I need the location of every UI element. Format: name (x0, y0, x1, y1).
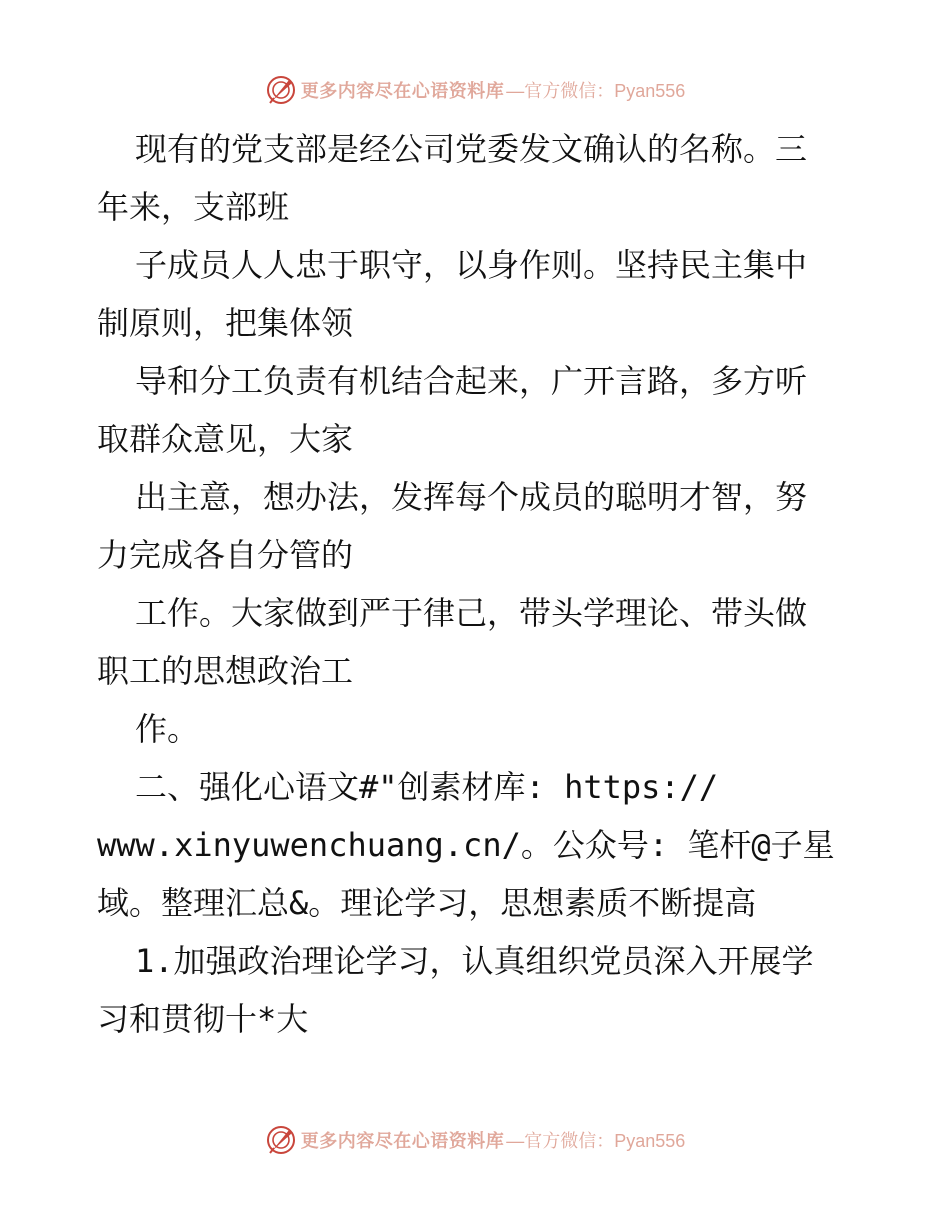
text-line: www.xinyuwenchuang.cn/。公众号: 笔杆@子星 (97, 826, 835, 864)
watermark-right-text: —官方微信：Pyan556 (506, 81, 686, 101)
header-watermark (0, 70, 950, 110)
text-line: 导和分工负责有机结合起来，广开言路，多方听 (135, 362, 808, 400)
text-line: 子成员人人忠于职守，以身作则。坚持民主集中 (135, 246, 808, 284)
text-line: 现有的党支部是经公司党委发文确认的名称。三 (135, 130, 808, 168)
text-line: 出主意，想办法，发挥每个成员的聪明才智，努 (135, 478, 808, 516)
text-line: 工作。大家做到严于律己，带头学理论、带头做 (135, 594, 808, 632)
text-line: 作。 (135, 710, 200, 748)
text-line: 职工的思想政治工 (97, 652, 354, 690)
text-line: 1.加强政治理论学习，认真组织党员深入开展学 (135, 942, 814, 980)
text-line: 习和贯彻十*大 (97, 1000, 309, 1038)
document-body (97, 120, 857, 1048)
text-line: 取群众意见，大家 (97, 420, 354, 458)
watermark-right-text: —官方微信：Pyan556 (506, 1131, 686, 1151)
quill-logo-icon (265, 74, 297, 106)
text-line: 制原则，把集体领 (97, 304, 354, 342)
quill-logo-icon (265, 1124, 297, 1156)
footer-watermark (0, 1120, 950, 1160)
text-line: 域。整理汇总&。理论学习，思想素质不断提高 (97, 884, 757, 922)
watermark-left-text: 更多内容尽在心语资料库 (300, 81, 505, 102)
watermark-left-text: 更多内容尽在心语资料库 (300, 1131, 505, 1152)
text-line: 二、强化心语文#"创素材库: https:// (135, 768, 719, 806)
text-line: 力完成各自分管的 (97, 536, 354, 574)
text-line: 年来，支部班 (97, 188, 290, 226)
